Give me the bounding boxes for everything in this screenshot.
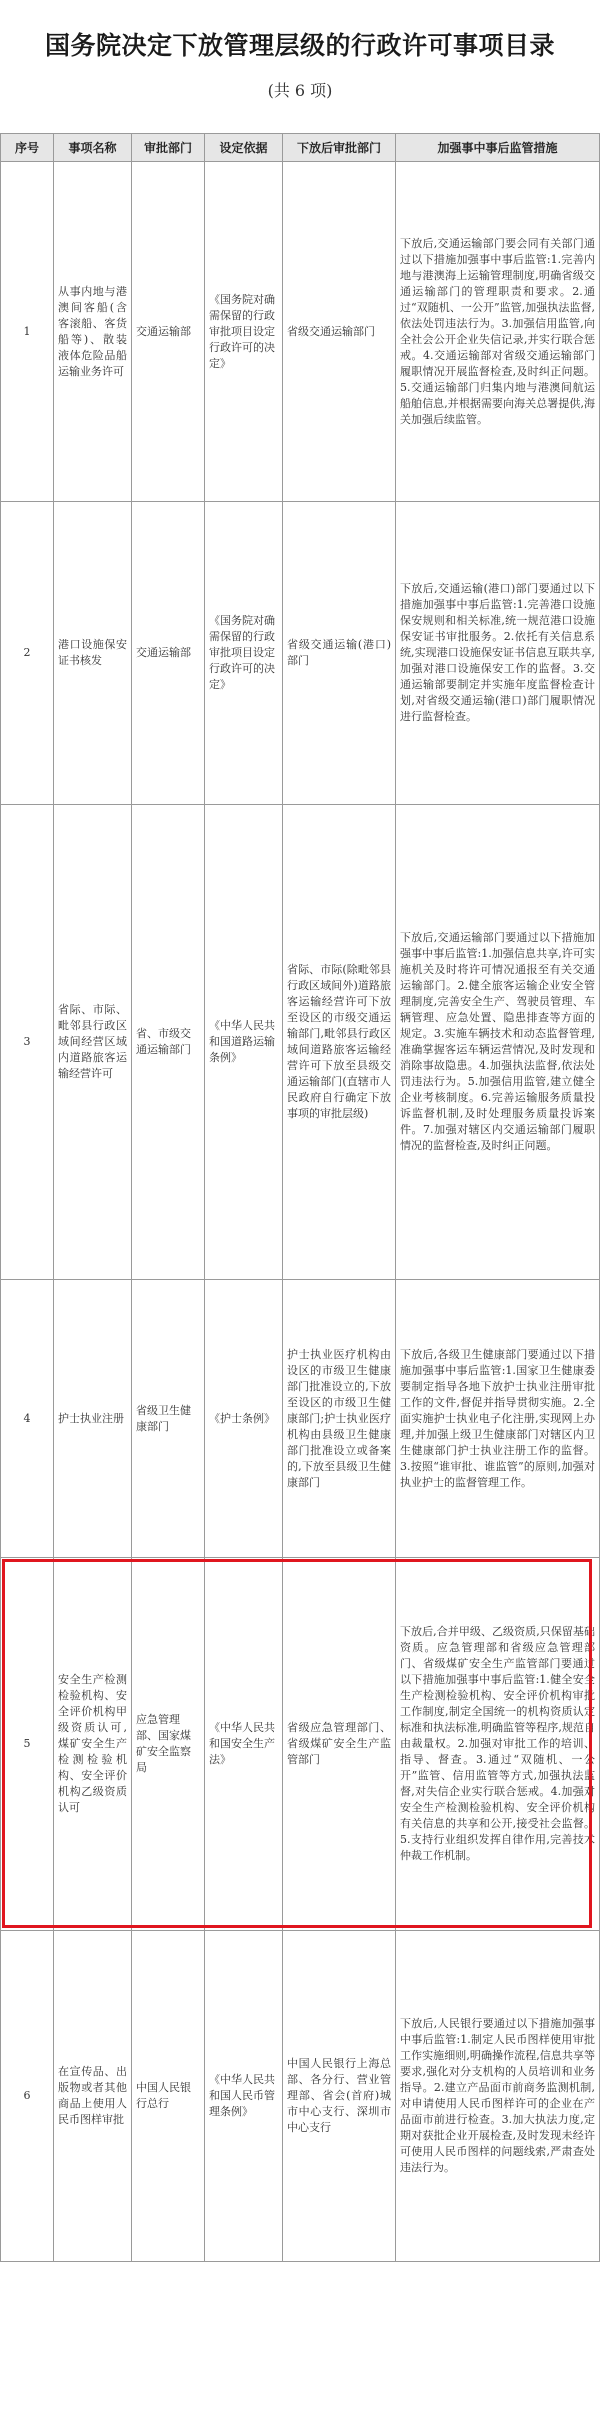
new-approval-dept: 中国人民银行上海总部、各分行、营业管理部、省会(首府)城市中心支行、深圳市中心支行 (283, 1931, 396, 2262)
approval-dept: 省、市级交通运输部门 (132, 805, 205, 1280)
item-name: 省际、市际、毗邻县行政区域间经营区域内道路旅客运输经营许可 (54, 805, 132, 1280)
approval-dept: 应急管理部、国家煤矿安全监察局 (132, 1558, 205, 1931)
table-row (1, 805, 600, 1280)
row-number: 4 (1, 1280, 54, 1558)
new-approval-dept: 省级交通运输(港口)部门 (283, 502, 396, 805)
table-row (1, 1280, 600, 1558)
header-legal-basis: 设定依据 (205, 134, 283, 162)
supervision-measures: 下放后,交通运输部门要通过以下措施加强事中事后监管:1.加强信息共享,许可实施机关及时将许可情况通报至有关交通运输部门。2.健全旅客运输企业安全管理制度,完善安全生产、驾驶员管理、车辆管理、应急处置、隐患排查等方面的规定。3.实施车辆技术和动态监督管理,准确掌握客运车辆运营情况,及时发现和消除事故隐患。4.加强执法监督,依法处罚违法行为。5.加强信用监管,建立健全企业考核制度。6.完善运输服务质量投诉监督机制,及时处理服务质量投诉案件。7.加强对辖区内交通运输部门履职情况的监督检查,及时纠正问题。 (396, 805, 600, 1280)
approval-dept: 中国人民银行总行 (132, 1931, 205, 2262)
supervision-measures: 下放后,交通运输(港口)部门要通过以下措施加强事中事后监管:1.完善港口设施保安规则和相关标准,统一规范港口设施保安证书审批服务。2.依托有关信息系统,实现港口设施保安证书信息互联共享,加强对港口设施保安工作的监督。3.交通运输部要制定并实施年度监督检查计划,对省级交通运输(港口)部门履职情况进行监督检查。 (396, 502, 600, 805)
item-name: 护士执业注册 (54, 1280, 132, 1558)
header-item-name: 事项名称 (54, 134, 132, 162)
row-number: 2 (1, 502, 54, 805)
new-approval-dept: 省级交通运输部门 (283, 162, 396, 502)
item-name: 在宣传品、出版物或者其他商品上使用人民币图样审批 (54, 1931, 132, 2262)
header-supervision-measures: 加强事中事后监管措施 (396, 134, 600, 162)
legal-basis: 《中华人民共和国道路运输条例》 (205, 805, 283, 1280)
item-count-subtitle: (共 6 项) (267, 81, 333, 100)
license-items-table (0, 133, 600, 2262)
approval-dept: 交通运输部 (132, 502, 205, 805)
legal-basis: 《国务院对确需保留的行政审批项目设定行政许可的决定》 (205, 502, 283, 805)
page-title: 国务院决定下放管理层级的行政许可事项目录 (44, 31, 555, 60)
legal-basis: 《护士条例》 (205, 1280, 283, 1558)
table-row (1, 502, 600, 805)
legal-basis: 《国务院对确需保留的行政审批项目设定行政许可的决定》 (205, 162, 283, 502)
header-no: 序号 (1, 134, 54, 162)
supervision-measures: 下放后,合并甲级、乙级资质,只保留基础资质。应急管理部和省级应急管理部门、省级煤矿安全生产监管部门要通过以下措施加强事中事后监管:1.健全安全生产检测检验机构、安全评价机构审批工作制度,制定全国统一的机构资质认定标准和执法标准,明确监管等程序,规范自由裁量权。2.加强对审批工作的培训、指导、督查。3.通过“双随机、一公开”监管、信用监管等方式,加强执法监督,对失信企业实行联合惩戒。4.加强对安全生产检测检验机构、安全评价机构有关信息的共享和公开,接受社会监督。5.支持行业组织发挥自律作用,完善技术仲裁工作机制。 (396, 1558, 600, 1931)
row-number: 1 (1, 162, 54, 502)
table-row (1, 162, 600, 502)
supervision-measures: 下放后,各级卫生健康部门要通过以下措施加强事中事后监管:1.国家卫生健康委要制定指导各地下放护士执业注册审批工作的文件,督促并指导贯彻实施。2.全面实施护士执业电子化注册,实现网上办理,并加强上级卫生健康部门对辖区内卫生健康部门护士执业注册工作的监督。3.按照“谁审批、谁监管”的原则,加强对执业护士的监督管理工作。 (396, 1280, 600, 1558)
supervision-measures: 下放后,交通运输部门要会同有关部门通过以下措施加强事中事后监管:1.完善内地与港澳海上运输管理制度,明确省级交通运输部门的管理职责和要求。2.通过“双随机、一公开”监管,加强执法监督,依法处罚违法行为。3.加强信用监管,向全社会公开企业失信记录,并实行联合惩戒。4.交通运输部对省级交通运输部门履职情况开展监督检查,及时纠正问题。5.交通运输部门归集内地与港澳间航运船舶信息,并根据需要向海关总署提供,海关加强后续监管。 (396, 162, 600, 502)
header-new-approval-dept: 下放后审批部门 (283, 134, 396, 162)
header-approval-dept: 审批部门 (132, 134, 205, 162)
item-name: 安全生产检测检验机构、安全评价机构甲级资质认可,煤矿安全生产检测检验机构、安全评价机构乙级资质认可 (54, 1558, 132, 1931)
item-name: 从事内地与港澳间客船(含客滚船、客货船等)、散装液体危险品船运输业务许可 (54, 162, 132, 502)
table-row (1, 1931, 600, 2262)
table-row-highlighted (1, 1558, 600, 1931)
approval-dept: 交通运输部 (132, 162, 205, 502)
row-number: 6 (1, 1931, 54, 2262)
new-approval-dept: 省际、市际(除毗邻县行政区域间外)道路旅客运输经营许可下放至设区的市级交通运输部门,毗邻县行政区域间道路旅客运输经营许可下放至县级交通运输部门(直辖市人民政府自行确定下放事项的审批层级) (283, 805, 396, 1280)
legal-basis: 《中华人民共和国安全生产法》 (205, 1558, 283, 1931)
row-number: 5 (1, 1558, 54, 1931)
approval-dept: 省级卫生健康部门 (132, 1280, 205, 1558)
row-number: 3 (1, 805, 54, 1280)
legal-basis: 《中华人民共和国人民币管理条例》 (205, 1931, 283, 2262)
table-header-row (1, 134, 600, 162)
supervision-measures: 下放后,人民银行要通过以下措施加强事中事后监管:1.制定人民币图样使用审批工作实施细则,明确操作流程,信息共享等要求,强化对分支机构的人员培训和业务指导。2.建立产品面市前商务监测机制,对申请使用人民币图样许可的企业在产品面市前进行检查。3.加大执法力度,定期对获批企业开展检查,及时发现未经许可使用人民币图样的问题线索,严肃查处违法行为。 (396, 1931, 600, 2262)
item-name: 港口设施保安证书核发 (54, 502, 132, 805)
new-approval-dept: 省级应急管理部门、省级煤矿安全生产监管部门 (283, 1558, 396, 1931)
new-approval-dept: 护士执业医疗机构由设区的市级卫生健康部门批准设立的,下放至设区的市级卫生健康部门;护士执业医疗机构由县级卫生健康部门批准设立或备案的,下放至县级卫生健康部门 (283, 1280, 396, 1558)
